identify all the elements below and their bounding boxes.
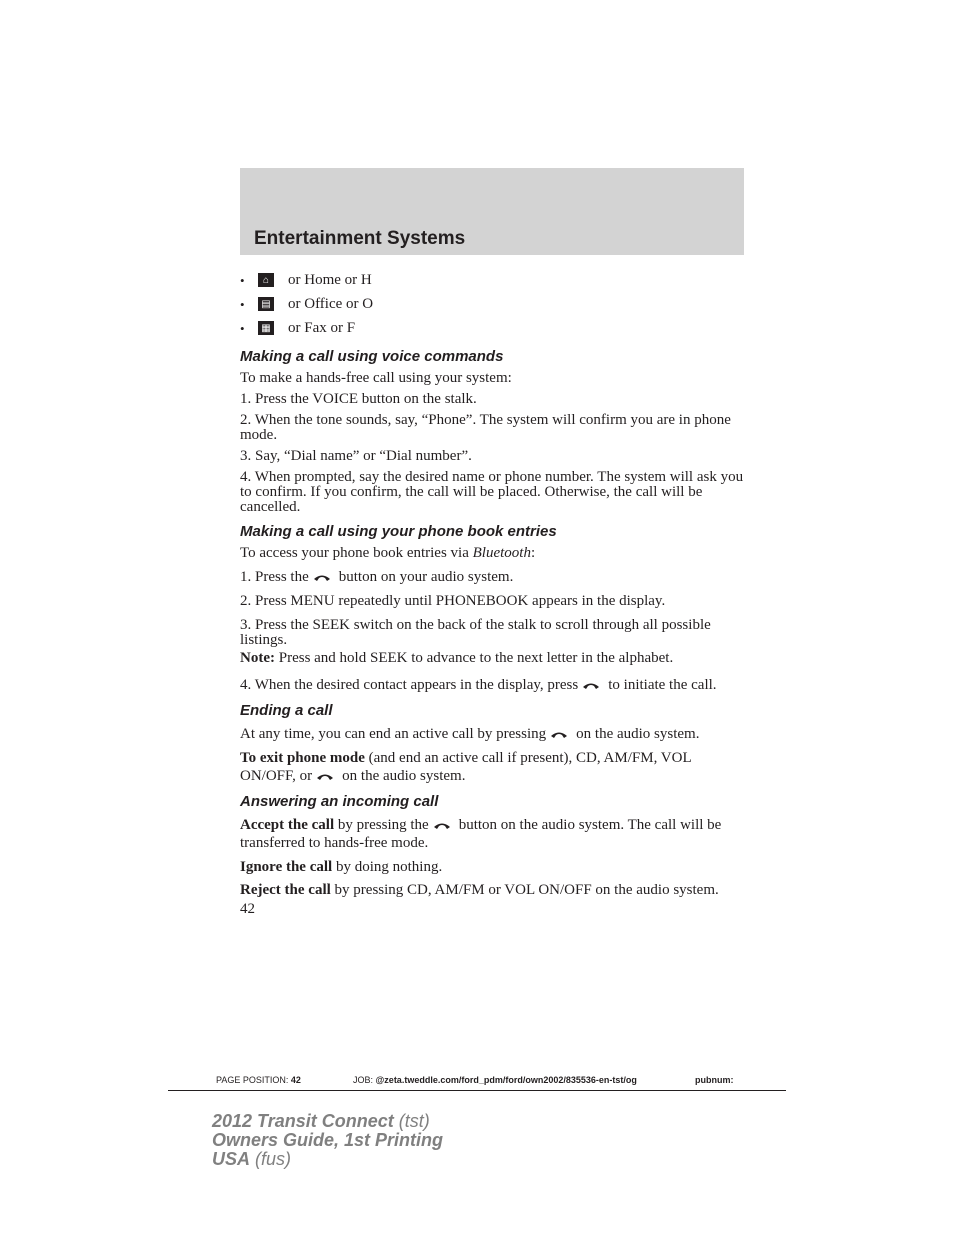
exit-label: To exit phone mode <box>240 750 365 766</box>
step-text: 4. When the desired contact appears in the display, press <box>240 677 579 693</box>
phone-icon <box>582 681 600 691</box>
phone-icon <box>316 772 334 782</box>
phonebook-intro-colon: : <box>530 545 536 561</box>
phonebook-note <box>240 650 744 667</box>
step-text: to initiate the call. <box>608 677 717 693</box>
footer-value: 42 <box>290 1075 301 1085</box>
footer-job <box>353 1075 637 1085</box>
note-text: Press and hold SEEK to advance to the next letter in the alphabet. <box>274 650 674 666</box>
list-item-text: or Fax or F <box>288 319 356 336</box>
footer-pubnum <box>695 1075 734 1085</box>
page-content <box>240 268 744 923</box>
voice-heading: Making a call using voice commands <box>240 348 504 365</box>
doc-market-code: (fus) <box>250 1149 292 1169</box>
phonebook-intro-text: To access your phone book entries via <box>240 545 473 561</box>
list-item-home <box>240 268 744 292</box>
doc-id-line-1 <box>212 1112 443 1131</box>
doc-id-line-3 <box>212 1150 443 1169</box>
fax-icon: ▦ <box>258 321 274 335</box>
phonebook-step-2: 2. Press MENU repeatedly until PHONEBOOK appears in the display. <box>240 593 666 609</box>
phone-icon <box>550 730 568 740</box>
reject-text: by pressing CD, AM/FM or VOL ON/OFF on the audio system. <box>330 882 719 898</box>
doc-id-line-2: Owners Guide, 1st Printing <box>212 1130 444 1150</box>
home-icon: ⌂ <box>258 273 274 287</box>
ending-text-a: At any time, you can end an active call by pressing <box>240 726 547 742</box>
phonebook-step-3: 3. Press the SEEK switch on the back of the stalk to scroll through all possible listings. <box>240 617 711 648</box>
answering-heading: Answering an incoming call <box>240 793 439 810</box>
voice-step-4: 4. When prompted, say the desired name or phone number. The system will ask you to confirm. If you confirm, the call will be placed. Otherwise, the call will be cancelled. <box>240 469 744 515</box>
footer-value: @zeta.tweddle.com/ford_pdm/ford/own2002/835536-en-tst/og <box>375 1075 637 1085</box>
step-text: 1. Press the <box>240 569 309 585</box>
accept-text-a: by pressing the <box>334 817 429 833</box>
list-item-fax <box>240 316 744 340</box>
phonebook-heading: Making a call using your phone book entries <box>240 523 557 540</box>
doc-model-code: (tst) <box>393 1111 430 1131</box>
phonebook-step-1 <box>240 570 744 585</box>
footer-label: JOB: <box>353 1075 374 1085</box>
note-label: Note: <box>240 650 275 666</box>
exit-text-a: (and end an active call if present), CD, AM/FM, VOL ON/OFF, or <box>240 750 692 784</box>
accept-label: Accept the call <box>240 817 335 833</box>
voice-intro: To make a hands-free call using your system: <box>240 370 512 386</box>
doc-model: 2012 Transit Connect <box>212 1111 394 1131</box>
accept-text-b: button on the audio system. The call will be transferred to hands-free mode. <box>240 817 722 851</box>
reject-label: Reject the call <box>240 882 331 898</box>
ignore-label: Ignore the call <box>240 859 333 875</box>
footer-label: pubnum: <box>695 1075 734 1085</box>
list-item-text: or Office or O <box>288 295 374 312</box>
page-number: 42 <box>240 901 255 917</box>
reject-call <box>240 883 744 898</box>
phonebook-step-4 <box>240 676 744 694</box>
footer-rule <box>168 1090 786 1091</box>
phonebook-intro <box>240 546 744 561</box>
step-text: button on your audio system. <box>338 569 514 585</box>
section-title: Entertainment Systems <box>254 228 466 249</box>
list-item-text: or Home or H <box>288 271 372 288</box>
document-identifier <box>212 1112 443 1169</box>
list-item-office <box>240 292 744 316</box>
phone-icon <box>313 573 331 583</box>
voice-step-3: 3. Say, “Dial name” or “Dial number”. <box>240 448 472 464</box>
bullet-dot: • <box>240 320 245 336</box>
office-icon: ▤ <box>258 297 274 311</box>
voice-step-1: 1. Press the VOICE button on the stalk. <box>240 391 477 407</box>
accept-call <box>240 816 744 852</box>
bullet-dot: • <box>240 296 245 312</box>
phone-icon <box>433 821 451 831</box>
ending-heading: Ending a call <box>240 702 333 719</box>
ending-text <box>240 725 744 743</box>
ignore-call <box>240 860 744 875</box>
footer-page-position <box>216 1075 301 1085</box>
footer-label: PAGE POSITION: <box>216 1075 289 1085</box>
bluetooth-term: Bluetooth <box>472 545 531 561</box>
voice-step-2: 2. When the tone sounds, say, “Phone”. The system will confirm you are in phone mode. <box>240 412 731 443</box>
doc-market: USA <box>212 1149 251 1169</box>
exit-phone-mode <box>240 749 744 785</box>
ignore-text: by doing nothing. <box>332 859 443 875</box>
exit-text-b: on the audio system. <box>342 768 466 784</box>
bullet-dot: • <box>240 272 245 288</box>
ending-text-b: on the audio system. <box>576 726 700 742</box>
